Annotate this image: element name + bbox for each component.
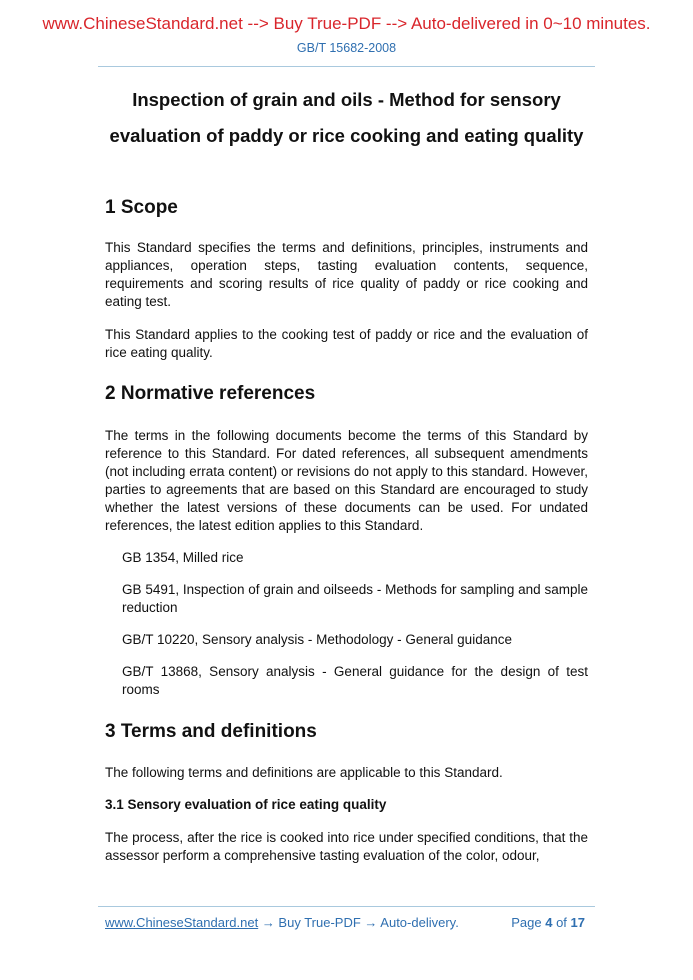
title-line: Inspection of grain and oils - Method for sensory <box>132 89 561 110</box>
section-heading: 2 Normative references <box>105 383 316 404</box>
reference-item: GB/T 10220, Sensory analysis - Methodology - General guidance <box>122 632 512 647</box>
document-title <box>60 82 633 154</box>
standard-code: GB/T 15682-2008 <box>296 41 397 55</box>
section-heading: 3 Terms and definitions <box>105 721 317 742</box>
footer <box>105 915 585 930</box>
page-total: 17 <box>570 915 585 930</box>
reference-item: GB/T 13868, Sensory analysis - General guidance for the design of test rooms <box>122 664 588 697</box>
reference-item: GB 1354, Milled rice <box>122 550 244 565</box>
page-number: 4 <box>545 915 553 930</box>
page-indicator <box>511 915 585 930</box>
page-label: Page <box>511 915 542 930</box>
paragraph: The process, after the rice is cooked into rice under specified conditions, that the assessor perform a comprehensive tasting evaluation of the color, odour, <box>105 830 588 863</box>
footer-text: → Buy True-PDF → Auto-delivery. <box>258 915 459 930</box>
subsection-heading: 3.1 Sensory evaluation of rice eating quality <box>105 797 387 812</box>
title-line: evaluation of paddy or rice cooking and eating quality <box>109 125 584 146</box>
section-heading: 1 Scope <box>105 197 178 218</box>
of-label: of <box>556 915 567 930</box>
header-divider <box>98 66 595 67</box>
promo-banner[interactable]: www.ChineseStandard.net --> Buy True-PDF --> Auto-delivered in 0~10 minutes. <box>42 14 651 33</box>
reference-item: GB 5491, Inspection of grain and oilseeds - Methods for sampling and sample reduction <box>122 582 588 615</box>
footer-divider <box>98 906 595 907</box>
footer-link[interactable]: www.ChineseStandard.net <box>105 915 259 930</box>
paragraph: The following terms and definitions are applicable to this Standard. <box>105 765 503 780</box>
paragraph: This Standard specifies the terms and definitions, principles, instruments and appliances, operation steps, tasting evaluation contents, sequence, requirements and scoring results of rice quality of paddy or rice cooking and eating test. <box>105 240 588 309</box>
paragraph: The terms in the following documents become the terms of this Standard by reference to this Standard. For dated references, all subsequent amendments (not including errata content) or revisions do not apply to this standard. However, parties to agreements that are based on this Standard are encouraged to study whether the latest versions of these documents can be used. For undated references, the latest edition applies to this Standard. <box>105 428 588 533</box>
paragraph: This Standard applies to the cooking test of paddy or rice and the evaluation of rice eating quality. <box>105 327 588 360</box>
